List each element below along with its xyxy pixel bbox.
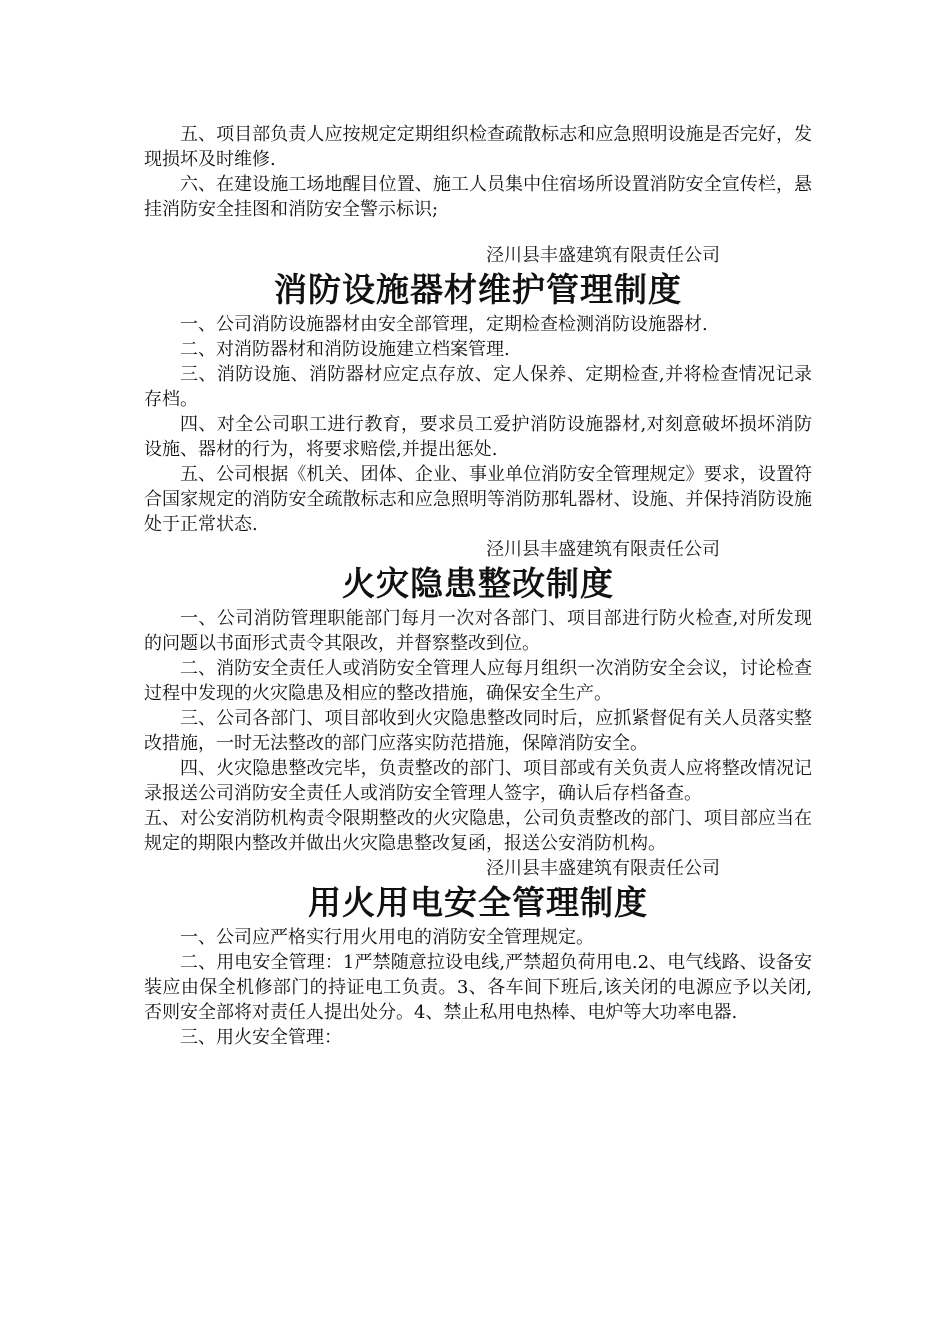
paragraph: 二、用电安全管理：1严禁随意拉设电线,严禁超负荷用电.2、电气线路、设备安装应由保全机修部门的持证电工负责。3、各车间下班后,该关闭的电源应予以关闭,否则安全部将对责任人提出处分。4、禁止私用电热棒、电炉等大功率电器. — [144, 952, 812, 1023]
company-signature: 泾川县丰盛建筑有限责任公司 — [486, 858, 720, 879]
paragraph: 四、火灾隐患整改完毕，负责整改的部门、项目部或有关负责人应将整改情况记录报送公司消防安全责任人或消防安全管理人签字，确认后存档备查。 — [144, 758, 812, 804]
paragraph: 二、消防安全责任人或消防安全管理人应每月组织一次消防安全会议，讨论检查过程中发现的火灾隐患及相应的整改措施，确保安全生产。 — [144, 658, 812, 704]
paragraph: 三、公司各部门、项目部收到火灾隐患整改同时后，应抓紧督促有关人员落实整改措施，一时无法整改的部门应落实防范措施，保障消防安全。 — [144, 708, 812, 754]
section-title: 消防设施器材维护管理制度 — [274, 270, 682, 309]
paragraph: 五、公司根据《机关、团体、企业、事业单位消防安全管理规定》要求，设置符合国家规定的消防安全疏散标志和应急照明等消防那轧器材、设施、并保持消防设施处于正常状态. — [144, 464, 812, 535]
paragraph: 五、对公安消防机构责令限期整改的火灾隐患，公司负责整改的部门、项目部应当在规定的期限内整改并做出火灾隐患整改复函，报送公安消防机构。 — [144, 808, 812, 854]
company-signature: 泾川县丰盛建筑有限责任公司 — [486, 245, 720, 266]
paragraph: 三、用火安全管理： — [180, 1027, 342, 1048]
paragraph: 三、消防设施、消防器材应定点存放、定人保养、定期检查,并将检查情况记录存档。 — [144, 364, 812, 410]
section-title: 火灾隐患整改制度 — [342, 564, 614, 603]
company-signature: 泾川县丰盛建筑有限责任公司 — [486, 539, 720, 560]
paragraph: 四、对全公司职工进行教育，要求员工爱护消防设施器材,对刻意破坏损坏消防设施、器材的行为，将要求赔偿,并提出惩处. — [144, 414, 812, 460]
section-title: 用火用电安全管理制度 — [308, 883, 648, 922]
paragraph: 六、在建设施工场地醒目位置、施工人员集中住宿场所设置消防安全宣传栏，悬挂消防安全挂图和消防安全警示标识; — [144, 174, 812, 220]
document-page — [144, 122, 812, 1050]
paragraph: 一、公司消防管理职能部门每月一次对各部门、项目部进行防火检查,对所发现的问题以书面形式责令其限改，并督察整改到位。 — [144, 608, 812, 654]
paragraph: 二、对消防器材和消防设施建立档案管理. — [180, 339, 510, 360]
paragraph: 一、公司消防设施器材由安全部管理，定期检查检测消防设施器材. — [180, 314, 708, 335]
paragraph: 一、公司应严格实行用火用电的消防安全管理规定。 — [180, 927, 594, 948]
paragraph: 五、项目部负责人应按规定定期组织检查疏散标志和应急照明设施是否完好，发现损坏及时维修. — [144, 124, 812, 170]
